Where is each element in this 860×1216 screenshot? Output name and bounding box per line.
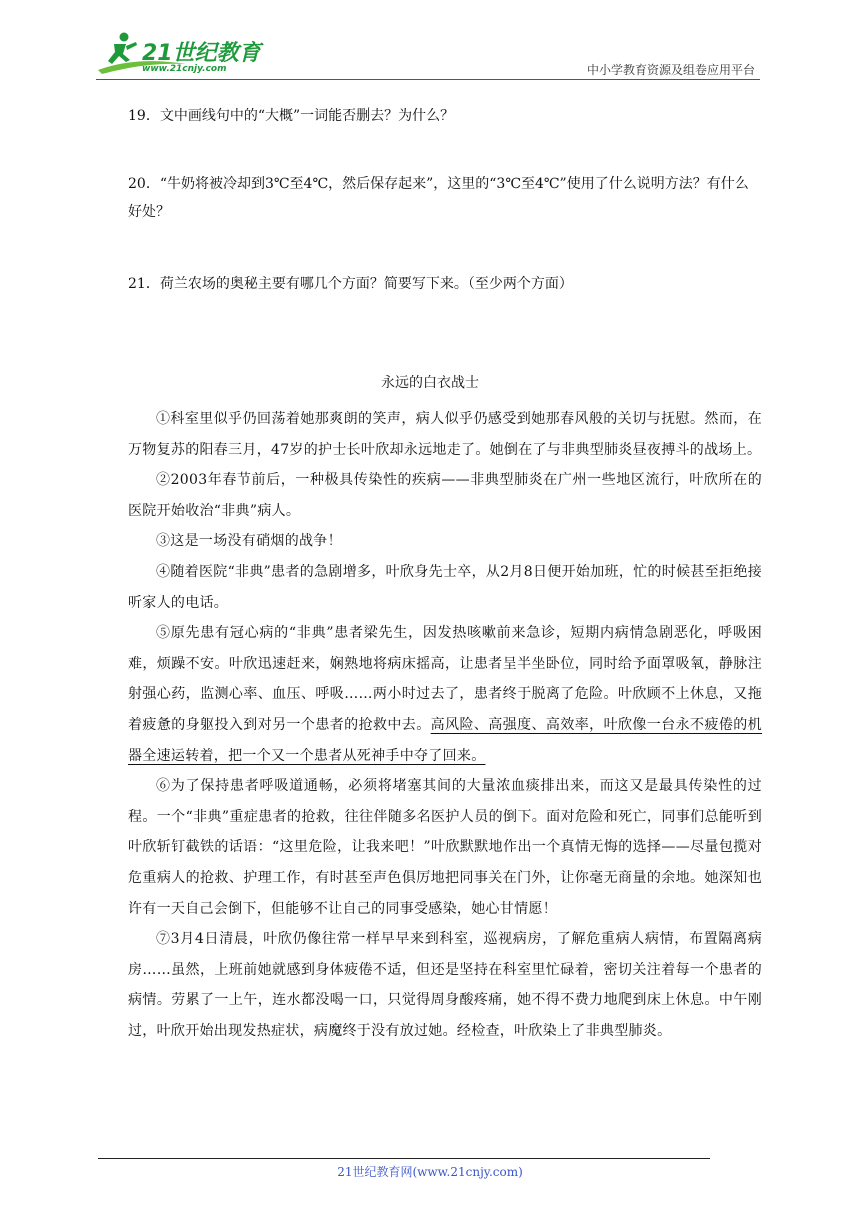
header-divider (96, 79, 760, 80)
question-20: 20．“牛奶将被冷却到3℃至4℃，然后保存起来”，这里的“3℃至4℃”使用了什么说明方法？有什么好处？ (128, 176, 749, 220)
paragraph-7: ⑦3月4日清晨，叶欣仍像往常一样早早来到科室，巡视病房，了解危重病人病情，布置隔离病房……虽然，上班前她就感到身体疲倦不适，但还是坚持在科室里忙碌着，密切关注着每一个患者的病情。劳累了一上午，连水都没喝一口，只觉得周身酸疼痛，她不得不费力地爬到床上休息。中午刚过，叶欣开始出现发热症状，病魔终于没有放过她。经检查，叶欣染上了非典型肺炎。 (128, 931, 762, 1039)
underlined-sentence: 高风险、高强度、高效率，叶欣像一台永不疲倦的机器全速运转着，把一个又一个患者从死神手中夺了回来。 (128, 716, 762, 764)
article-title: 永远的白衣战士 (381, 375, 479, 391)
question-21: 21．荷兰农场的奥秘主要有哪几个方面？简要写下来。（至少两个方面） (128, 276, 573, 292)
paragraph-1: ①科室里似乎仍回荡着她那爽朗的笑声，病人似乎仍感受到她那春风般的关切与抚慰。然而，在万物复苏的阳春三月，47岁的护士长叶欣却永远地走了。她倒在了与非典型肺炎昼夜搏斗的战场上。 (128, 411, 762, 458)
footer-divider (98, 1158, 710, 1159)
logo-text: 21世纪教育 (142, 41, 261, 66)
paragraph-2: ②2003年春节前后，一种极具传染性的疾病——非典型肺炎在广州一些地区流行，叶欣所在的医院开始收治“非典”病人。 (128, 472, 762, 519)
paragraph-5-text: ⑤原先患有冠心病的“非典”患者梁先生，因发热咳嗽前来急诊，短期内病情急剧恶化，呼吸困难，烦躁不安。叶欣迅速赶来，娴熟地将病床摇高，让患者呈半坐卧位，同时给予面罩吸氧，静脉注射强心药，监测心率、血压、呼吸……两小时过去了，患者终于脱离了危险。叶欣顾不上休息，又拖着疲惫的身躯投入到对另一个患者的抢救中去。 (128, 625, 762, 733)
paragraph-5 (128, 618, 762, 771)
paragraph-4: ④随着医院“非典”患者的急剧增多，叶欣身先士卒，从2月8日便开始加班，忙的时候甚至拒绝接听家人的电话。 (128, 563, 762, 611)
paragraph-3: ③这是一场没有硝烟的战争！ (156, 533, 342, 550)
page-header (0, 0, 860, 90)
platform-label: 中小学教育资源及组卷应用平台 (586, 63, 755, 77)
article-body (128, 404, 762, 1046)
logo-url: www.21cnjy.com (142, 64, 227, 74)
footer-link[interactable]: 21世纪教育网(www.21cnjy.com) (337, 1165, 523, 1179)
question-19: 19．文中画线句中的“大概”一词能否删去？为什么？ (128, 108, 455, 124)
paragraph-6: ⑥为了保持患者呼吸道通畅，必须将堵塞其间的大量浓血痰排出来，而这又是最具传染性的过程。一个“非典”重症患者的抢救，往往伴随多名医护人员的倒下。面对危险和死亡，同事们总能听到叶欣斩钉截铁的话语：“这里危险，让我来吧！”叶欣默默地作出一个真情无悔的选择——尽量包揽对危重病人的抢救、护理工作，有时甚至声色俱厉地把同事关在门外，让你毫无商量的余地。她深知也许有一天自己会倒下，但能够不让自己的同事受感染，她心甘情愿！ (128, 778, 762, 917)
